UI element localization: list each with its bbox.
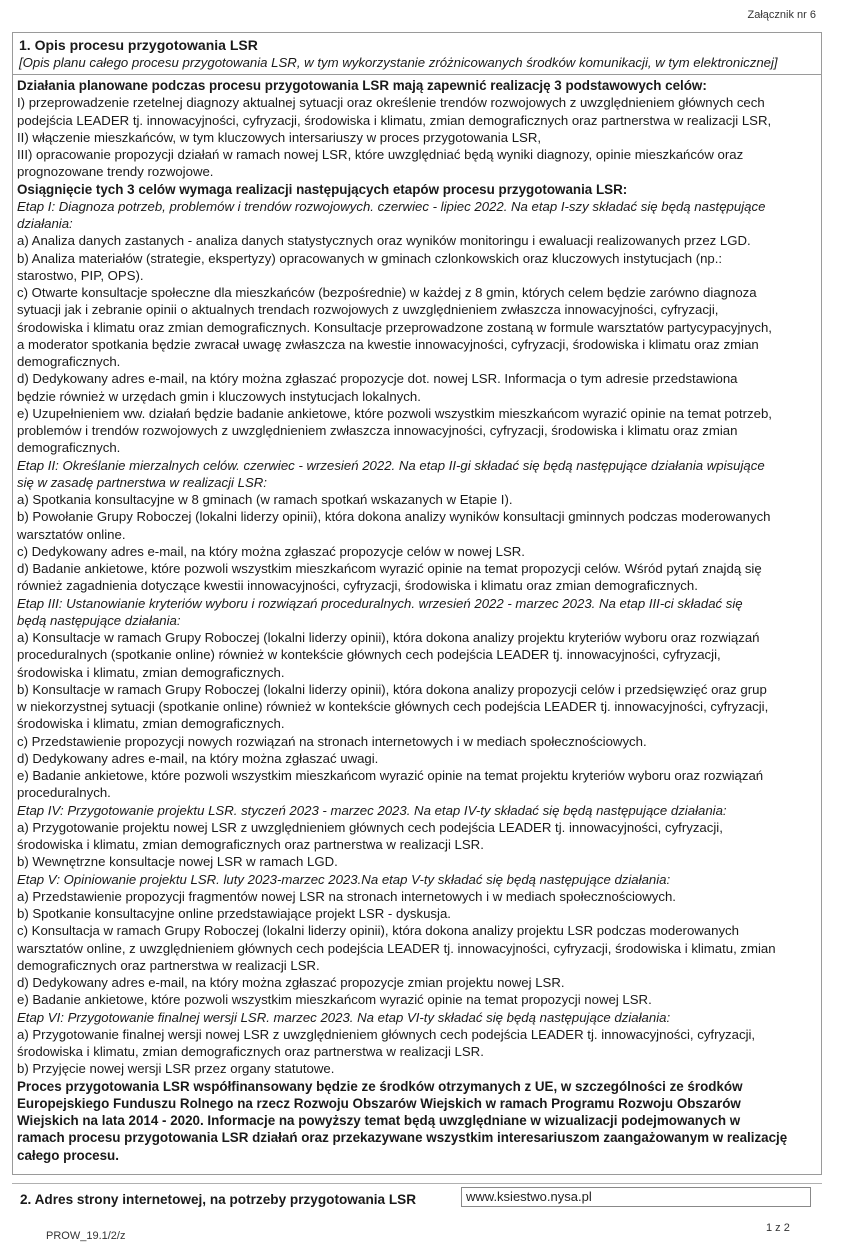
- section-subtitle: [Opis planu całego procesu przygotowania LSR, w tym wykorzystanie zróżnicowanych środków komunikacji, w tym elektronicznej]: [19, 55, 778, 70]
- text-line: b) Powołanie Grupy Roboczej (lokalni liderzy opinii), która dokona analizy wyników konsultacji gminnych podczas moderowanych: [17, 509, 771, 525]
- text-line: d) Badanie ankietowe, które pozwoli wszystkim mieszkańcom wyrazić opinie na temat propozycji celów. Wśród pytań znajdą się: [17, 561, 762, 576]
- text-line: a) Przedstawienie propozycji fragmentów nowej LSR na stronach internetowych i w mediach społecznościowych.: [17, 888, 676, 904]
- stage-heading-line: Etap III: Ustanowianie kryteriów wyboru i rozwiązań proceduralnych. wrzesień 2022 - marzec 2023. Na etap III-ci składać się: [17, 595, 743, 611]
- section-title: 1. Opis procesu przygotowania LSR: [19, 37, 258, 53]
- text-line: c) Przedstawienie propozycji nowych rozwiązań na stronach internetowych i w mediach społecznościowych.: [17, 733, 647, 749]
- text-line: środowiska i klimatu, zmian demograficznych oraz partnerstwa w realizacji LSR.: [17, 837, 484, 852]
- website-url-field[interactable]: www.ksiestwo.nysa.pl: [461, 1187, 811, 1207]
- text-line: e) Uzupełnieniem ww. działań będzie badanie ankietowe, które pozwoli wszystkim mieszkańcom wyrazić opinie na temat potrzeb,: [17, 405, 772, 421]
- text-line: I) przeprowadzenie rzetelnej diagnozy aktualnej sytuacji oraz określenie trendów rozwojowych z uwzględnieniem głównych cech: [17, 95, 765, 111]
- stage-heading-line: Etap II: Określanie mierzalnych celów. czerwiec - wrzesień 2022. Na etap II-gi składać się będą następujące działania wpisujące: [17, 457, 765, 473]
- attachment-number: Załącznik nr 6: [747, 9, 816, 21]
- page-number: 1 z 2: [766, 1222, 790, 1234]
- text-line: a) Konsultacje w ramach Grupy Roboczej (lokalni liderzy opinii), która dokona analizy projektu kryteriów wyboru oraz rozwiązań: [17, 630, 760, 645]
- stage-heading-line: Etap VI: Przygotowanie finalnej wersji LSR. marzec 2023. Na etap VI-ty składać się będą następujące działania:: [17, 1009, 671, 1025]
- stage-heading-line: się w zasadę partnerstwa w realizacji LSR:: [17, 474, 267, 490]
- text-line: d) Dedykowany adres e-mail, na który można zgłaszać propozycje dot. nowej LSR. Informacja o tym adresie przedstawiona: [17, 371, 738, 387]
- text-line: c) Dedykowany adres e-mail, na który można zgłaszać propozycje celów w nowej LSR.: [17, 543, 525, 559]
- text-line: podejścia LEADER tj. innowacyjności, cyfryzacji, środowiska i klimatu, zmian demograficznych oraz partnerstwa w realizacji LSR,: [17, 112, 772, 128]
- text-line: b) Przyjęcie nowej wersji LSR przez organy statutowe.: [17, 1061, 335, 1077]
- text-line: proceduralnych (spotkanie online) również w kontekście głównych cech podejścia LEADER tj. innowacyjności, cyfryzacji,: [17, 647, 721, 663]
- website-label: 2. Adres strony internetowej, na potrzeby przygotowania LSR: [20, 1192, 417, 1207]
- text-line: c) Otwarte konsultacje społeczne dla mieszkańców (bezpośrednie) w każdej z 8 gmin, których celem będzie zarówno diagnoza: [17, 285, 757, 300]
- stage-heading-line: działania:: [17, 216, 73, 231]
- bold-text-line: Osiągnięcie tych 3 celów wymaga realizacji następujących etapów procesu przygotowania LSR:: [17, 181, 628, 197]
- text-line: demograficznych.: [17, 440, 121, 456]
- text-line: również zagadnienia dotyczące kwestii innowacyjności, cyfryzacji, środowiska i klimatu oraz zmian demograficznych.: [17, 578, 698, 594]
- bold-text-line: Działania planowane podczas procesu przygotowania LSR mają zapewnić realizację 3 podstawowych celów:: [17, 78, 707, 93]
- stage-heading-line: będą następujące działania:: [17, 612, 181, 628]
- text-line: starostwo, PIP, OPS).: [17, 267, 144, 283]
- text-line: b) Wewnętrzne konsultacje nowej LSR w ramach LGD.: [17, 854, 338, 870]
- text-line: środowiska i klimatu, zmian demograficznych.: [17, 664, 285, 680]
- bold-text-line: całego procesu.: [17, 1147, 119, 1163]
- text-line: b) Spotkanie konsultacyjne online przedstawiające projekt LSR - dyskusja.: [17, 906, 451, 921]
- text-line: prognozowane trendy rozwojowe.: [17, 164, 214, 180]
- stage-heading-line: Etap I: Diagnoza potrzeb, problemów i trendów rozwojowych. czerwiec - lipiec 2022. Na etap I-szy składać się będą następujące: [17, 198, 766, 214]
- stage-heading-line: Etap IV: Przygotowanie projektu LSR. styczeń 2023 - marzec 2023. Na etap IV-ty składać się będą następujące działania:: [17, 802, 727, 818]
- text-line: a) Przygotowanie finalnej wersji nowej LSR z uwzględnieniem głównych cech podejścia LEADER tj. innowacyjności, cyfryzacji,: [17, 1026, 756, 1042]
- bold-text-line: Wiejskich na lata 2014 - 2020. Informacje na powyższy temat będą uwzględniane w wizualizacji podejmowanych w: [17, 1113, 741, 1128]
- text-line: demograficznych oraz partnerstwa w realizacji LSR.: [17, 957, 320, 973]
- form-code: PROW_19.1/2/z: [46, 1230, 126, 1242]
- bold-text-line: ramach procesu przygotowania LSR działań oraz przekazywane wszystkim interesariuszom zaangażowanym w realizację: [17, 1130, 788, 1146]
- section-content: [13, 75, 821, 1164]
- text-line: sytuacji jak i zebranie opinii o aktualnych trendach rozwojowych z uwzględnieniem zwłaszcza innowacyjności, cyfryzacji,: [17, 302, 719, 318]
- text-line: będzie również w urzędach gmin i kluczowych instytucjach lokalnych.: [17, 388, 421, 404]
- text-line: środowiska i klimatu, zmian demograficznych oraz partnerstwa w realizacji LSR.: [17, 1044, 484, 1059]
- text-line: d) Dedykowany adres e-mail, na który można zgłaszać propozycje zmian projektu nowej LSR.: [17, 975, 565, 990]
- text-line: demograficznych.: [17, 354, 121, 369]
- text-line: c) Konsultacja w ramach Grupy Roboczej (lokalni liderzy opinii), która dokona analizy projektu LSR podczas moderowanych: [17, 923, 739, 939]
- text-line: b) Konsultacje w ramach Grupy Roboczej (lokalni liderzy opinii), która dokona analizy propozycji celów i przedsięwzięć oraz grup: [17, 681, 767, 697]
- section-process-description: [12, 32, 822, 1175]
- text-line: e) Badanie ankietowe, które pozwoli wszystkim mieszkańcom wyrazić opinie na temat projektu kryteriów wyboru oraz rozwiązań: [17, 768, 764, 783]
- stage-heading-line: Etap V: Opiniowanie projektu LSR. luty 2023-marzec 2023.Na etap V-ty składać się będą następujące działania:: [17, 871, 671, 887]
- bold-text-line: Europejskiego Funduszu Rolnego na rzecz Rozwoju Obszarów Wiejskich w ramach Programu Rozwoju Obszarów: [17, 1095, 741, 1111]
- section-header: [13, 33, 821, 71]
- text-line: II) włączenie mieszkańców, w tym kluczowych intersariuszy w proces przygotowania LSR,: [17, 129, 542, 145]
- text-line: proceduralnych.: [17, 785, 111, 801]
- text-line: środowiska i klimatu, zmian demograficznych.: [17, 716, 285, 732]
- text-line: problemów i trendów rozwojowych z uwzględnieniem zwłaszcza innowacyjności, cyfryzacji, środowiska i klimatu oraz zmian: [17, 423, 738, 438]
- text-line: środowiska i klimatu oraz zmian demograficznych. Konsultacje przeprowadzone zostaną w formule warsztatów partycypacyjnych,: [17, 319, 772, 335]
- text-line: warsztatów online.: [17, 526, 126, 542]
- text-line: a) Analiza danych zastanych - analiza danych statystycznych oraz wyników monitoringu i ewaluacji realizowanych przez LGD.: [17, 233, 751, 249]
- text-line: a moderator spotkania będzie zwracał uwagę zwłaszcza na kwestie innowacyjności, cyfryzacji, środowiska i klimatu oraz zmian: [17, 336, 759, 352]
- text-line: III) opracowanie propozycji działań w ramach nowej LSR, które uwzględniać będą wyniki diagnozy, opinie mieszkańców oraz: [17, 147, 744, 162]
- text-line: b) Analiza materiałów (strategie, ekspertyzy) opracowanych w gminach czlonkowskich oraz kluczowych instytucjach (np.:: [17, 250, 723, 266]
- text-line: a) Spotkania konsultacyjne w 8 gminach (w ramach spotkań wskazanych w Etapie I).: [17, 492, 513, 507]
- text-line: e) Badanie ankietowe, które pozwoli wszystkim mieszkańcom wyrazić opinie na temat propozycji nowej LSR.: [17, 992, 652, 1008]
- text-line: w niekorzystnej sytuacji (spotkanie online) również w kontekście głównych cech podejścia LEADER tj. innowacyjności, cyfryzacji,: [17, 699, 769, 714]
- bold-text-line: Proces przygotowania LSR współfinansowany będzie ze środków otrzymanych z UE, w szczególności ze środków: [17, 1078, 743, 1094]
- text-line: a) Przygotowanie projektu nowej LSR z uwzględnieniem głównych cech podejścia LEADER tj. innowacyjności, cyfryzacji,: [17, 819, 723, 835]
- section-website: [12, 1183, 822, 1213]
- text-line: d) Dedykowany adres e-mail, na który można zgłaszać uwagi.: [17, 750, 379, 766]
- text-line: warsztatów online, z uwzględnieniem głównych cech podejścia LEADER tj. innowacyjności, cyfryzacji, środowiska i klimatu, zmian: [17, 940, 776, 956]
